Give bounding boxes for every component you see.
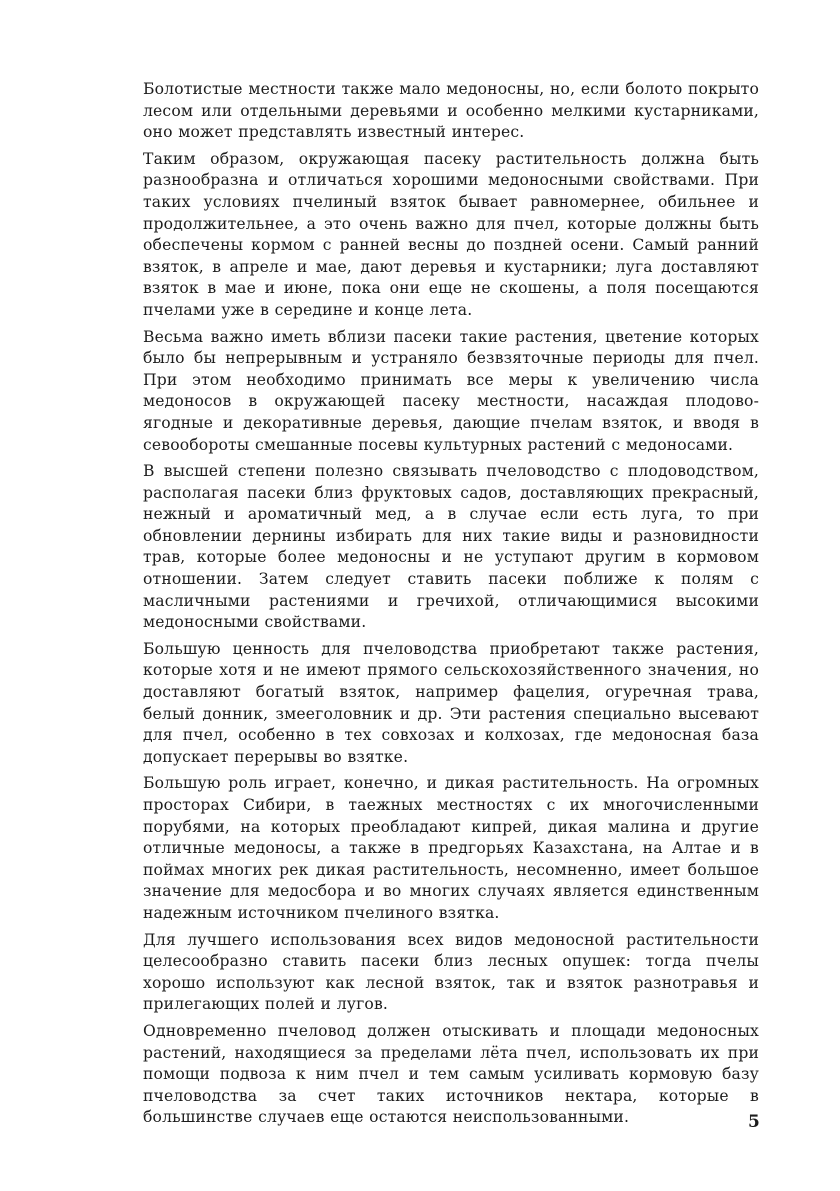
paragraph-5: Большую ценность для пчеловодства приобретают также растения, которые хотя и не имеют прямого сельскохозяйственного значения, но доставляют богатый взяток, например фацелия, огуречная трава, белый донник, змееголовник и др. Эти растения специально высевают для пчел, особенно в тех совхозах и колхозах, где медоносная база допускает перерывы во взятке. bbox=[143, 639, 759, 766]
page-body-text bbox=[143, 79, 759, 1134]
paragraph-2: Таким образом, окружающая пасеку растительность должна быть разнообразна и отличаться хорошими медоносными свойствами. При таких условиях пчелиный взяток бывает равномернее, обильнее и продолжительнее, а это очень важно для пчел, которые должны быть обеспечены кормом с ранней весны до поздней осени. Самый ранний взяток, в апреле и мае, дают деревья и кустарники; луга доставляют взяток в мае и июне, пока они еще не скошены, а поля посещаются пчелами уже в середине и конце лета. bbox=[143, 149, 759, 319]
paragraph-3: Весьма важно иметь вблизи пасеки такие растения, цветение которых было бы непрерывным и устраняло безвзяточные периоды для пчел. При этом необходимо принимать все меры к увеличению числа медоносов в окружающей пасеку местности, насаждая плодово-ягодные и декоративные деревья, дающие пчелам взяток, и вводя в севообороты смешанные посевы культурных растений с медоносами. bbox=[143, 327, 759, 454]
paragraph-7: Для лучшего использования всех видов медоносной растительности целесообразно ставить пасеки близ лесных опушек: тогда пчелы хорошо используют как лесной взяток, так и взяток разнотравья и прилегающих полей и лугов. bbox=[143, 930, 759, 1014]
page-number: 5 bbox=[748, 1112, 760, 1132]
paragraph-1: Болотистые местности также мало медоносны, но, если болото покрыто лесом или отдельными деревьями и особенно мелкими кустарниками, оно может представлять известный интерес. bbox=[143, 80, 759, 142]
paragraph-8: Одновременно пчеловод должен отыскивать и площади медоносных растений, находящиеся за пределами лёта пчел, использовать их при помощи подвоза к ним пчел и тем самым усиливать кормовую базу пчеловодства за счет таких источников нектара, которые в большинстве случаев еще остаются неиспользованными. bbox=[143, 1021, 759, 1127]
paragraph-4: В высшей степени полезно связывать пчеловодство с плодоводством, располагая пасеки близ фруктовых садов, доставляющих прекрасный, нежный и ароматичный мед, а в случае если есть луга, то при обновлении дернины избирать для них такие виды и разновидности трав, которые более медоносны и не уступают другим в кормовом отношении. Затем следует ставить пасеки поближе к полям с масличными растениями и гречихой, отличающимися высокими медоносными свойствами. bbox=[143, 462, 759, 632]
paragraph-6: Большую роль играет, конечно, и дикая растительность. На огромных просторах Сибири, в таежных местностях с их многочисленными порубями, на которых преобладают кипрей, дикая малина и другие отличные медоносы, а также в предгорьях Казахстана, на Алтае и в поймах многих рек дикая растительность, несомненно, имеет большое значение для медосбора и во многих случаях является единственным надежным источником пчелиного взятка. bbox=[143, 774, 759, 922]
